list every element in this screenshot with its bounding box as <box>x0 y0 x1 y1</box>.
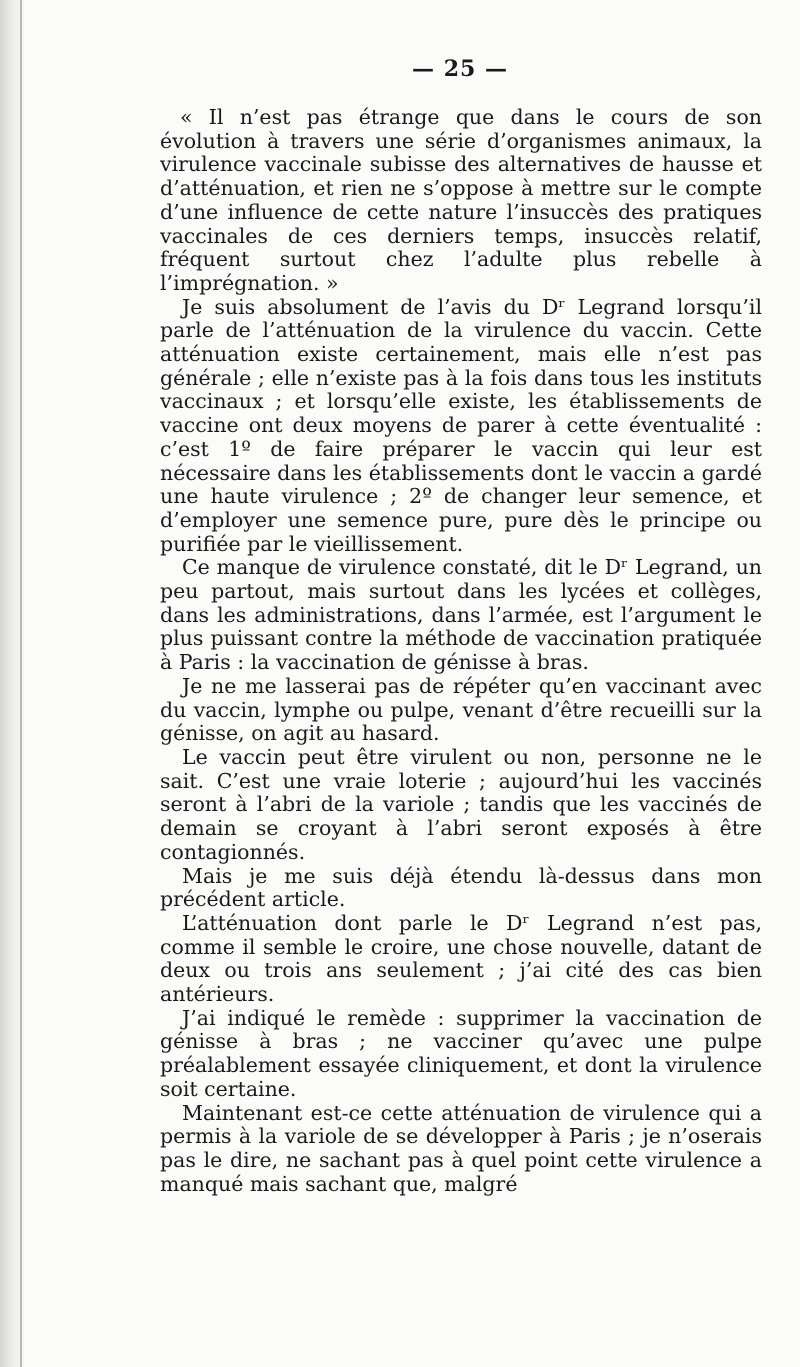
paragraph-precedent-article: Mais je me suis déjà étendu là-dessus dans mon précédent article. <box>160 863 762 912</box>
paragraph-loterie: Le vaccin peut être virulent ou non, personne ne le sait. C’est une vraie loterie ; aujourd’hui les vaccinés seront à l’abri de la variole ; tandis que les vaccinés de demain se croyant à l’abri seront exposés à être contagionnés. <box>160 744 762 864</box>
paragraph-maintenant: Maintenant est-ce cette atténuation de virulence qui a permis à la variole de se développer à Paris ; je n’oserais pas le dire, ne sachant pas à quel point cette virulence a manqué mais sachant que, malgré <box>160 1100 762 1196</box>
body-text <box>160 106 762 1196</box>
binding-line <box>20 0 22 1367</box>
page-left-edge <box>0 0 26 1367</box>
paragraph-quote: « Il n’est pas étrange que dans le cours de son évolution à travers une série d’organismes animaux, la virulence vaccinale subisse des alternatives de hausse et d’atténuation, et rien ne s’oppose à mettre sur le compte d’une influence de cette nature l’insuccès des pratiques vaccinales de ces derniers temps, insuccès relatif, fréquent surtout chez l’adulte plus rebelle à l’imprégnation. » <box>160 105 762 295</box>
page-number: — 25 — <box>412 56 508 82</box>
paragraph-manque-virulence: Ce manque de virulence constaté, dit le Dʳ Legrand, un peu partout, mais surtout dans les lycées et collèges, dans les administrations, dans l’armée, est l’argument le plus puissant contre la méthode de vaccination pratiquée à Paris : la vaccination de génisse à bras. <box>160 555 762 675</box>
paragraph-remede: J’ai indiqué le remède : supprimer la vaccination de génisse à bras ; ne vacciner qu’avec une pulpe préalablement essayée cliniquement, et dont la virulence soit certaine. <box>160 1005 762 1101</box>
paragraph-attenuation: Je suis absolument de l’avis du Dʳ Legrand lorsqu’il parle de l’atténuation de la virulence du vaccin. Cette atténuation existe certainement, mais elle n’est pas générale ; elle n’existe pas à la fois dans tous les instituts vaccinaux ; et lorsqu’elle existe, les établissements de vaccine ont deux moyens de parer à cette éventualité : c’est 1º de faire préparer le vaccin qui leur est nécessaire dans les établissements dont le vaccin a gardé une haute virulence ; 2º de changer leur semence, et d’employer une semence pure, pure dès le principe ou purifiée par le vieillissement. <box>160 294 762 556</box>
paragraph-hasard: Je ne me lasserai pas de répéter qu’en vaccinant avec du vaccin, lymphe ou pulpe, venant d’être recueilli sur la génisse, on agit au hasard. <box>160 673 762 746</box>
paragraph-chose-nouvelle: L’atténuation dont parle le Dʳ Legrand n’est pas, comme il semble le croire, une chose nouvelle, datant de deux ou trois ans seulement ; j’ai cité des cas bien antérieurs. <box>160 910 762 1007</box>
